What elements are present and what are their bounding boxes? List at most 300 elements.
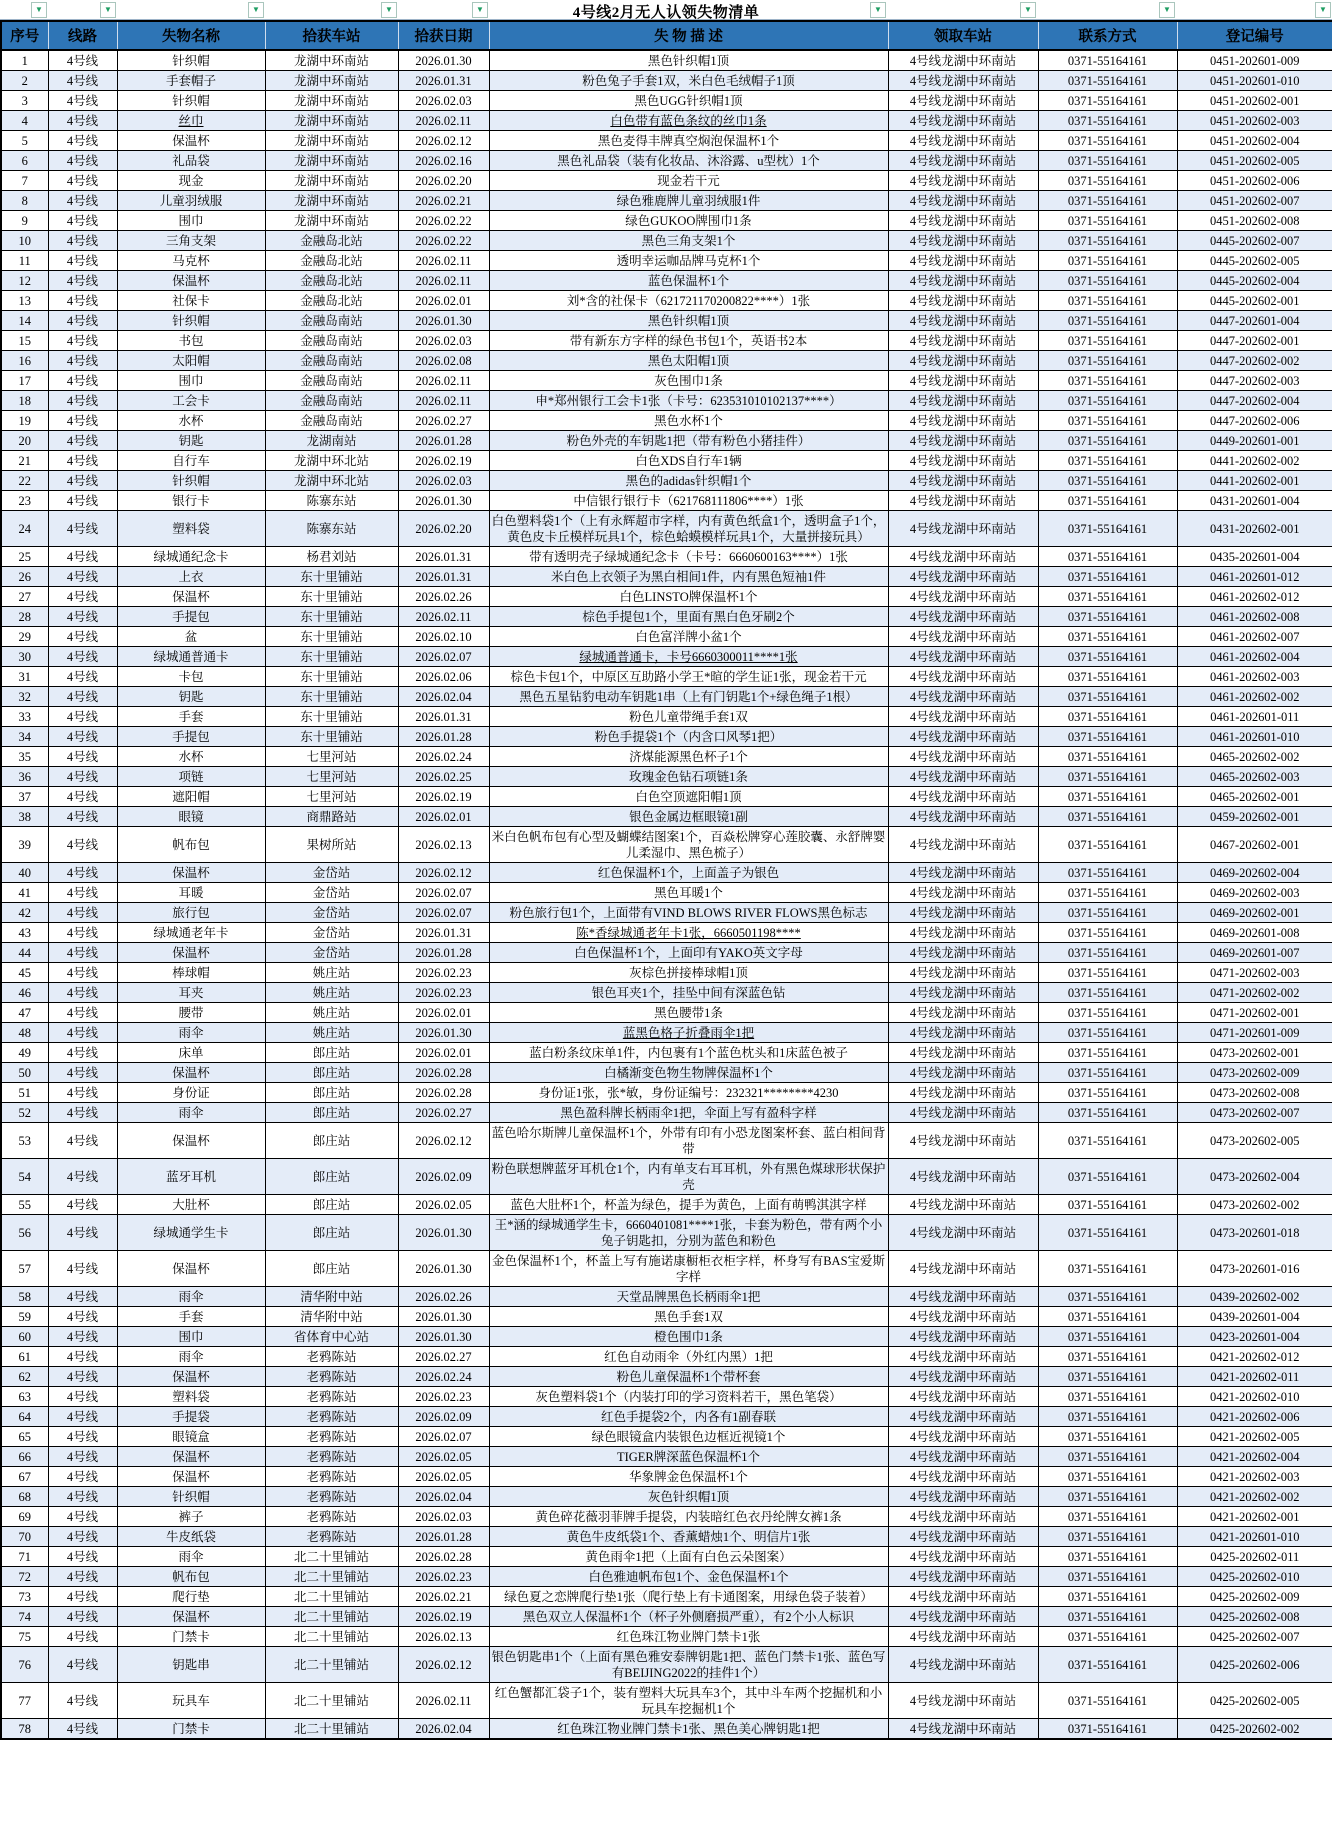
- cell-found-date[interactable]: 2026.02.04: [398, 687, 489, 707]
- cell-contact[interactable]: 0371-55164161: [1038, 687, 1177, 707]
- cell-pickup-station[interactable]: 4号线龙湖中环南站: [888, 291, 1038, 311]
- cell-item-name[interactable]: 钥匙串: [117, 1647, 265, 1683]
- cell-found-station[interactable]: 姚庄站: [265, 963, 398, 983]
- cell-description[interactable]: 天堂品牌黑色长柄雨伞1把: [489, 1287, 888, 1307]
- cell-found-station[interactable]: 郎庄站: [265, 1251, 398, 1287]
- cell-line[interactable]: 4号线: [48, 1627, 117, 1647]
- cell-found-date[interactable]: 2026.02.03: [398, 471, 489, 491]
- cell-reg-no[interactable]: 0473-202602-009: [1177, 1063, 1332, 1083]
- cell-contact[interactable]: 0371-55164161: [1038, 1251, 1177, 1287]
- cell-found-station[interactable]: 金岱站: [265, 863, 398, 883]
- cell-item-name[interactable]: 旅行包: [117, 903, 265, 923]
- cell-contact[interactable]: 0371-55164161: [1038, 311, 1177, 331]
- cell-line[interactable]: 4号线: [48, 1427, 117, 1447]
- cell-reg-no[interactable]: 0451-202602-008: [1177, 211, 1332, 231]
- cell-description[interactable]: 黑色腰带1条: [489, 1003, 888, 1023]
- cell-no[interactable]: 73: [1, 1587, 48, 1607]
- cell-found-date[interactable]: 2026.01.30: [398, 491, 489, 511]
- column-header-no[interactable]: 序号: [1, 21, 48, 50]
- cell-pickup-station[interactable]: 4号线龙湖中环南站: [888, 191, 1038, 211]
- cell-reg-no[interactable]: 0469-202602-003: [1177, 883, 1332, 903]
- cell-found-date[interactable]: 2026.02.05: [398, 1195, 489, 1215]
- cell-found-date[interactable]: 2026.02.12: [398, 1647, 489, 1683]
- cell-pickup-station[interactable]: 4号线龙湖中环南站: [888, 1467, 1038, 1487]
- cell-pickup-station[interactable]: 4号线龙湖中环南站: [888, 1527, 1038, 1547]
- cell-found-date[interactable]: 2026.02.09: [398, 1159, 489, 1195]
- cell-line[interactable]: 4号线: [48, 1215, 117, 1251]
- cell-description[interactable]: 黄色雨伞1把（上面有白色云朵图案）: [489, 1547, 888, 1567]
- cell-found-station[interactable]: 东十里铺站: [265, 627, 398, 647]
- cell-found-station[interactable]: 姚庄站: [265, 1023, 398, 1043]
- cell-pickup-station[interactable]: 4号线龙湖中环南站: [888, 587, 1038, 607]
- cell-contact[interactable]: 0371-55164161: [1038, 191, 1177, 211]
- cell-pickup-station[interactable]: 4号线龙湖中环南站: [888, 923, 1038, 943]
- cell-item-name[interactable]: 绿城通纪念卡: [117, 547, 265, 567]
- cell-found-station[interactable]: 老鸦陈站: [265, 1387, 398, 1407]
- cell-contact[interactable]: 0371-55164161: [1038, 567, 1177, 587]
- cell-pickup-station[interactable]: 4号线龙湖中环南站: [888, 1547, 1038, 1567]
- cell-no[interactable]: 52: [1, 1103, 48, 1123]
- cell-no[interactable]: 70: [1, 1527, 48, 1547]
- cell-description[interactable]: 黑色针织帽1顶: [489, 311, 888, 331]
- cell-no[interactable]: 42: [1, 903, 48, 923]
- cell-line[interactable]: 4号线: [48, 1407, 117, 1427]
- cell-description[interactable]: 白色富洋牌小盆1个: [489, 627, 888, 647]
- cell-pickup-station[interactable]: 4号线龙湖中环南站: [888, 351, 1038, 371]
- cell-line[interactable]: 4号线: [48, 1327, 117, 1347]
- filter-dropdown-icon[interactable]: ▼: [381, 2, 397, 18]
- cell-pickup-station[interactable]: 4号线龙湖中环南站: [888, 1719, 1038, 1740]
- cell-item-name[interactable]: 身份证: [117, 1083, 265, 1103]
- cell-found-station[interactable]: 姚庄站: [265, 1003, 398, 1023]
- cell-reg-no[interactable]: 0425-202602-009: [1177, 1587, 1332, 1607]
- cell-found-date[interactable]: 2026.02.20: [398, 511, 489, 547]
- cell-reg-no[interactable]: 0461-202602-004: [1177, 647, 1332, 667]
- cell-line[interactable]: 4号线: [48, 707, 117, 727]
- cell-contact[interactable]: 0371-55164161: [1038, 111, 1177, 131]
- cell-reg-no[interactable]: 0451-202602-001: [1177, 91, 1332, 111]
- cell-contact[interactable]: 0371-55164161: [1038, 1023, 1177, 1043]
- cell-found-station[interactable]: 金融岛北站: [265, 251, 398, 271]
- cell-contact[interactable]: 0371-55164161: [1038, 1195, 1177, 1215]
- cell-no[interactable]: 27: [1, 587, 48, 607]
- cell-description[interactable]: 黑色盈科牌长柄雨伞1把，伞面上写有盈科字样: [489, 1103, 888, 1123]
- filter-dropdown-icon[interactable]: ▼: [870, 2, 886, 18]
- cell-found-station[interactable]: 金岱站: [265, 943, 398, 963]
- cell-found-station[interactable]: 郎庄站: [265, 1043, 398, 1063]
- cell-pickup-station[interactable]: 4号线龙湖中环南站: [888, 1251, 1038, 1287]
- cell-found-date[interactable]: 2026.02.05: [398, 1447, 489, 1467]
- cell-pickup-station[interactable]: 4号线龙湖中环南站: [888, 1327, 1038, 1347]
- cell-reg-no[interactable]: 0445-202602-005: [1177, 251, 1332, 271]
- cell-contact[interactable]: 0371-55164161: [1038, 371, 1177, 391]
- cell-item-name[interactable]: 针织帽: [117, 471, 265, 491]
- cell-item-name[interactable]: 针织帽: [117, 91, 265, 111]
- cell-found-station[interactable]: 郎庄站: [265, 1103, 398, 1123]
- cell-item-name[interactable]: 盆: [117, 627, 265, 647]
- cell-found-date[interactable]: 2026.02.27: [398, 1347, 489, 1367]
- cell-pickup-station[interactable]: 4号线龙湖中环南站: [888, 963, 1038, 983]
- cell-found-station[interactable]: 北二十里铺站: [265, 1547, 398, 1567]
- cell-pickup-station[interactable]: 4号线龙湖中环南站: [888, 151, 1038, 171]
- cell-contact[interactable]: 0371-55164161: [1038, 1567, 1177, 1587]
- cell-item-name[interactable]: 保温杯: [117, 131, 265, 151]
- cell-line[interactable]: 4号线: [48, 767, 117, 787]
- cell-found-station[interactable]: 郎庄站: [265, 1215, 398, 1251]
- cell-pickup-station[interactable]: 4号线龙湖中环南站: [888, 1043, 1038, 1063]
- cell-contact[interactable]: 0371-55164161: [1038, 71, 1177, 91]
- cell-pickup-station[interactable]: 4号线龙湖中环南站: [888, 903, 1038, 923]
- cell-pickup-station[interactable]: 4号线龙湖中环南站: [888, 1507, 1038, 1527]
- cell-contact[interactable]: 0371-55164161: [1038, 667, 1177, 687]
- cell-description[interactable]: 银色耳夹1个，挂坠中间有深蓝色钻: [489, 983, 888, 1003]
- cell-no[interactable]: 61: [1, 1347, 48, 1367]
- cell-found-date[interactable]: 2026.02.26: [398, 587, 489, 607]
- cell-reg-no[interactable]: 0461-202601-012: [1177, 567, 1332, 587]
- cell-line[interactable]: 4号线: [48, 1103, 117, 1123]
- cell-item-name[interactable]: 保温杯: [117, 863, 265, 883]
- cell-pickup-station[interactable]: 4号线龙湖中环南站: [888, 1287, 1038, 1307]
- cell-found-station[interactable]: 龙湖中环南站: [265, 50, 398, 71]
- cell-description[interactable]: 黑色针织帽1顶: [489, 50, 888, 71]
- cell-contact[interactable]: 0371-55164161: [1038, 627, 1177, 647]
- cell-found-date[interactable]: 2026.02.04: [398, 1719, 489, 1740]
- cell-contact[interactable]: 0371-55164161: [1038, 1083, 1177, 1103]
- filter-dropdown-icon[interactable]: ▼: [1020, 2, 1036, 18]
- cell-contact[interactable]: 0371-55164161: [1038, 171, 1177, 191]
- cell-line[interactable]: 4号线: [48, 963, 117, 983]
- cell-reg-no[interactable]: 0447-202602-004: [1177, 391, 1332, 411]
- cell-no[interactable]: 40: [1, 863, 48, 883]
- cell-pickup-station[interactable]: 4号线龙湖中环南站: [888, 747, 1038, 767]
- cell-found-date[interactable]: 2026.02.11: [398, 1683, 489, 1719]
- cell-found-station[interactable]: 东十里铺站: [265, 667, 398, 687]
- cell-line[interactable]: 4号线: [48, 747, 117, 767]
- cell-item-name[interactable]: 保温杯: [117, 1447, 265, 1467]
- cell-reg-no[interactable]: 0451-202602-006: [1177, 171, 1332, 191]
- column-header-item-name[interactable]: 失物名称: [117, 21, 265, 50]
- cell-found-date[interactable]: 2026.02.16: [398, 151, 489, 171]
- cell-no[interactable]: 71: [1, 1547, 48, 1567]
- cell-line[interactable]: 4号线: [48, 727, 117, 747]
- cell-found-station[interactable]: 东十里铺站: [265, 687, 398, 707]
- cell-contact[interactable]: 0371-55164161: [1038, 747, 1177, 767]
- cell-description[interactable]: 白色带有蓝色条纹的丝巾1条: [489, 111, 888, 131]
- cell-item-name[interactable]: 帆布包: [117, 1567, 265, 1587]
- cell-found-station[interactable]: 金融岛南站: [265, 351, 398, 371]
- cell-line[interactable]: 4号线: [48, 231, 117, 251]
- filter-dropdown-icon[interactable]: ▼: [248, 2, 264, 18]
- cell-found-date[interactable]: 2026.02.07: [398, 647, 489, 667]
- cell-contact[interactable]: 0371-55164161: [1038, 431, 1177, 451]
- cell-line[interactable]: 4号线: [48, 331, 117, 351]
- cell-reg-no[interactable]: 0425-202602-010: [1177, 1567, 1332, 1587]
- cell-contact[interactable]: 0371-55164161: [1038, 547, 1177, 567]
- cell-found-date[interactable]: 2026.01.30: [398, 1327, 489, 1347]
- cell-reg-no[interactable]: 0425-202602-011: [1177, 1547, 1332, 1567]
- cell-item-name[interactable]: 银行卡: [117, 491, 265, 511]
- cell-reg-no[interactable]: 0469-202601-008: [1177, 923, 1332, 943]
- cell-description[interactable]: 灰色针织帽1顶: [489, 1487, 888, 1507]
- cell-pickup-station[interactable]: 4号线龙湖中环南站: [888, 231, 1038, 251]
- cell-found-date[interactable]: 2026.02.01: [398, 807, 489, 827]
- cell-contact[interactable]: 0371-55164161: [1038, 1327, 1177, 1347]
- cell-line[interactable]: 4号线: [48, 1719, 117, 1740]
- cell-description[interactable]: 黑色太阳帽1顶: [489, 351, 888, 371]
- cell-description[interactable]: 灰棕色拼接棒球帽1顶: [489, 963, 888, 983]
- cell-item-name[interactable]: 耳夹: [117, 983, 265, 1003]
- cell-reg-no[interactable]: 0461-202602-008: [1177, 607, 1332, 627]
- cell-no[interactable]: 33: [1, 707, 48, 727]
- cell-pickup-station[interactable]: 4号线龙湖中环南站: [888, 807, 1038, 827]
- cell-no[interactable]: 41: [1, 883, 48, 903]
- cell-found-date[interactable]: 2026.02.22: [398, 231, 489, 251]
- cell-found-station[interactable]: 东十里铺站: [265, 707, 398, 727]
- cell-description[interactable]: 黑色UGG针织帽1顶: [489, 91, 888, 111]
- cell-reg-no[interactable]: 0473-202602-008: [1177, 1083, 1332, 1103]
- cell-item-name[interactable]: 雨伞: [117, 1287, 265, 1307]
- cell-line[interactable]: 4号线: [48, 567, 117, 587]
- cell-found-date[interactable]: 2026.01.31: [398, 71, 489, 91]
- cell-pickup-station[interactable]: 4号线龙湖中环南站: [888, 1387, 1038, 1407]
- cell-description[interactable]: 透明幸运咖品牌马克杯1个: [489, 251, 888, 271]
- cell-description[interactable]: 绿色眼镜盒内装银色边框近视镜1个: [489, 1427, 888, 1447]
- cell-found-date[interactable]: 2026.02.27: [398, 411, 489, 431]
- cell-no[interactable]: 47: [1, 1003, 48, 1023]
- cell-contact[interactable]: 0371-55164161: [1038, 1487, 1177, 1507]
- cell-found-station[interactable]: 龙湖中环北站: [265, 451, 398, 471]
- cell-pickup-station[interactable]: 4号线龙湖中环南站: [888, 547, 1038, 567]
- cell-description[interactable]: 蓝色哈尔斯牌儿童保温杯1个，外带有印有小恐龙图案杯套、蓝白相间背带: [489, 1123, 888, 1159]
- cell-line[interactable]: 4号线: [48, 151, 117, 171]
- cell-description[interactable]: 粉色外壳的车钥匙1把（带有粉色小猪挂件）: [489, 431, 888, 451]
- cell-pickup-station[interactable]: 4号线龙湖中环南站: [888, 943, 1038, 963]
- cell-contact[interactable]: 0371-55164161: [1038, 511, 1177, 547]
- cell-item-name[interactable]: 书包: [117, 331, 265, 351]
- cell-found-station[interactable]: 商鼎路站: [265, 807, 398, 827]
- cell-pickup-station[interactable]: 4号线龙湖中环南站: [888, 1083, 1038, 1103]
- cell-found-date[interactable]: 2026.02.11: [398, 271, 489, 291]
- cell-pickup-station[interactable]: 4号线龙湖中环南站: [888, 627, 1038, 647]
- cell-item-name[interactable]: 爬行垫: [117, 1587, 265, 1607]
- cell-no[interactable]: 8: [1, 191, 48, 211]
- cell-no[interactable]: 28: [1, 607, 48, 627]
- cell-pickup-station[interactable]: 4号线龙湖中环南站: [888, 1627, 1038, 1647]
- cell-pickup-station[interactable]: 4号线龙湖中环南站: [888, 1023, 1038, 1043]
- cell-pickup-station[interactable]: 4号线龙湖中环南站: [888, 331, 1038, 351]
- filter-dropdown-icon[interactable]: ▼: [100, 2, 116, 18]
- cell-no[interactable]: 5: [1, 131, 48, 151]
- cell-pickup-station[interactable]: 4号线龙湖中环南站: [888, 727, 1038, 747]
- cell-no[interactable]: 78: [1, 1719, 48, 1740]
- cell-no[interactable]: 66: [1, 1447, 48, 1467]
- cell-found-date[interactable]: 2026.02.05: [398, 1467, 489, 1487]
- cell-found-date[interactable]: 2026.02.20: [398, 171, 489, 191]
- cell-reg-no[interactable]: 0461-202602-007: [1177, 627, 1332, 647]
- cell-reg-no[interactable]: 0421-202602-010: [1177, 1387, 1332, 1407]
- cell-found-station[interactable]: 东十里铺站: [265, 587, 398, 607]
- cell-no[interactable]: 75: [1, 1627, 48, 1647]
- cell-found-station[interactable]: 龙湖中环南站: [265, 211, 398, 231]
- cell-line[interactable]: 4号线: [48, 1647, 117, 1683]
- cell-line[interactable]: 4号线: [48, 1567, 117, 1587]
- cell-line[interactable]: 4号线: [48, 371, 117, 391]
- cell-contact[interactable]: 0371-55164161: [1038, 271, 1177, 291]
- cell-found-station[interactable]: 龙湖中环南站: [265, 171, 398, 191]
- cell-description[interactable]: 金色保温杯1个，杯盖上写有施诺康橱柜衣柜字样，杯身写有BAS宝爱斯字样: [489, 1251, 888, 1287]
- cell-found-station[interactable]: 东十里铺站: [265, 647, 398, 667]
- cell-found-station[interactable]: 东十里铺站: [265, 567, 398, 587]
- cell-contact[interactable]: 0371-55164161: [1038, 1103, 1177, 1123]
- cell-item-name[interactable]: 床单: [117, 1043, 265, 1063]
- cell-description[interactable]: 黑色手套1双: [489, 1307, 888, 1327]
- cell-description[interactable]: 蓝黑色格子折叠雨伞1把: [489, 1023, 888, 1043]
- cell-found-date[interactable]: 2026.02.25: [398, 767, 489, 787]
- cell-found-station[interactable]: 金融岛北站: [265, 291, 398, 311]
- cell-found-date[interactable]: 2026.02.27: [398, 1103, 489, 1123]
- cell-item-name[interactable]: 裤子: [117, 1507, 265, 1527]
- filter-dropdown-icon[interactable]: ▼: [31, 2, 47, 18]
- cell-found-date[interactable]: 2026.02.13: [398, 827, 489, 863]
- cell-found-date[interactable]: 2026.02.03: [398, 91, 489, 111]
- cell-found-station[interactable]: 北二十里铺站: [265, 1567, 398, 1587]
- cell-no[interactable]: 12: [1, 271, 48, 291]
- cell-reg-no[interactable]: 0473-202602-004: [1177, 1159, 1332, 1195]
- cell-found-date[interactable]: 2026.01.30: [398, 1215, 489, 1251]
- cell-reg-no[interactable]: 0421-202602-003: [1177, 1467, 1332, 1487]
- cell-contact[interactable]: 0371-55164161: [1038, 1527, 1177, 1547]
- cell-pickup-station[interactable]: 4号线龙湖中环南站: [888, 1567, 1038, 1587]
- cell-item-name[interactable]: 绿城通学生卡: [117, 1215, 265, 1251]
- cell-found-date[interactable]: 2026.02.19: [398, 787, 489, 807]
- cell-pickup-station[interactable]: 4号线龙湖中环南站: [888, 1647, 1038, 1683]
- cell-item-name[interactable]: 项链: [117, 767, 265, 787]
- cell-contact[interactable]: 0371-55164161: [1038, 491, 1177, 511]
- cell-no[interactable]: 67: [1, 1467, 48, 1487]
- cell-item-name[interactable]: 雨伞: [117, 1347, 265, 1367]
- cell-pickup-station[interactable]: 4号线龙湖中环南站: [888, 1347, 1038, 1367]
- cell-pickup-station[interactable]: 4号线龙湖中环南站: [888, 1367, 1038, 1387]
- cell-found-station[interactable]: 北二十里铺站: [265, 1627, 398, 1647]
- cell-contact[interactable]: 0371-55164161: [1038, 963, 1177, 983]
- cell-item-name[interactable]: 保温杯: [117, 1123, 265, 1159]
- cell-contact[interactable]: 0371-55164161: [1038, 863, 1177, 883]
- cell-no[interactable]: 50: [1, 1063, 48, 1083]
- cell-found-date[interactable]: 2026.01.30: [398, 311, 489, 331]
- cell-item-name[interactable]: 围巾: [117, 1327, 265, 1347]
- cell-no[interactable]: 72: [1, 1567, 48, 1587]
- cell-description[interactable]: 黄色碎花薇羽菲牌手提袋，内装暗红色衣丹纶牌女裤1条: [489, 1507, 888, 1527]
- cell-reg-no[interactable]: 0425-202602-002: [1177, 1719, 1332, 1740]
- cell-reg-no[interactable]: 0461-202602-003: [1177, 667, 1332, 687]
- cell-line[interactable]: 4号线: [48, 903, 117, 923]
- cell-contact[interactable]: 0371-55164161: [1038, 983, 1177, 1003]
- cell-description[interactable]: 绿色夏之恋牌爬行垫1张（爬行垫上有卡通图案，用绿色袋子装着）: [489, 1587, 888, 1607]
- cell-found-station[interactable]: 北二十里铺站: [265, 1587, 398, 1607]
- cell-contact[interactable]: 0371-55164161: [1038, 1123, 1177, 1159]
- cell-pickup-station[interactable]: 4号线龙湖中环南站: [888, 1407, 1038, 1427]
- cell-item-name[interactable]: 雨伞: [117, 1023, 265, 1043]
- cell-item-name[interactable]: 围巾: [117, 211, 265, 231]
- cell-pickup-station[interactable]: 4号线龙湖中环南站: [888, 1159, 1038, 1195]
- cell-reg-no[interactable]: 0445-202602-004: [1177, 271, 1332, 291]
- cell-item-name[interactable]: 保温杯: [117, 1063, 265, 1083]
- cell-item-name[interactable]: 三角支架: [117, 231, 265, 251]
- cell-pickup-station[interactable]: 4号线龙湖中环南站: [888, 667, 1038, 687]
- cell-pickup-station[interactable]: 4号线龙湖中环南站: [888, 1195, 1038, 1215]
- cell-description[interactable]: 粉色联想牌蓝牙耳机仓1个，内有单支右耳耳机，外有黑色煤球形状保护壳: [489, 1159, 888, 1195]
- cell-found-date[interactable]: 2026.02.23: [398, 1567, 489, 1587]
- cell-reg-no[interactable]: 0423-202601-004: [1177, 1327, 1332, 1347]
- cell-description[interactable]: 黑色三角支架1个: [489, 231, 888, 251]
- cell-line[interactable]: 4号线: [48, 1367, 117, 1387]
- cell-reg-no[interactable]: 0473-202601-018: [1177, 1215, 1332, 1251]
- cell-found-date[interactable]: 2026.02.04: [398, 1487, 489, 1507]
- cell-found-station[interactable]: 北二十里铺站: [265, 1607, 398, 1627]
- cell-no[interactable]: 1: [1, 50, 48, 71]
- cell-found-station[interactable]: 金融岛南站: [265, 371, 398, 391]
- cell-line[interactable]: 4号线: [48, 607, 117, 627]
- cell-pickup-station[interactable]: 4号线龙湖中环南站: [888, 251, 1038, 271]
- cell-reg-no[interactable]: 0447-202602-002: [1177, 351, 1332, 371]
- cell-pickup-station[interactable]: 4号线龙湖中环南站: [888, 71, 1038, 91]
- column-header-line[interactable]: 线路: [48, 21, 117, 50]
- cell-found-station[interactable]: 东十里铺站: [265, 607, 398, 627]
- cell-line[interactable]: 4号线: [48, 411, 117, 431]
- cell-item-name[interactable]: 手套: [117, 707, 265, 727]
- cell-contact[interactable]: 0371-55164161: [1038, 131, 1177, 151]
- cell-contact[interactable]: 0371-55164161: [1038, 1627, 1177, 1647]
- cell-line[interactable]: 4号线: [48, 1527, 117, 1547]
- cell-description[interactable]: 棕色卡包1个，中原区互助路小学王*暄的学生证1张，现金若干元: [489, 667, 888, 687]
- cell-description[interactable]: 粉色儿童保温杯1个带杯套: [489, 1367, 888, 1387]
- cell-pickup-station[interactable]: 4号线龙湖中环南站: [888, 883, 1038, 903]
- cell-pickup-station[interactable]: 4号线龙湖中环南站: [888, 1683, 1038, 1719]
- cell-description[interactable]: 蓝色保温杯1个: [489, 271, 888, 291]
- cell-found-date[interactable]: 2026.02.07: [398, 903, 489, 923]
- cell-reg-no[interactable]: 0445-202602-001: [1177, 291, 1332, 311]
- cell-line[interactable]: 4号线: [48, 451, 117, 471]
- cell-no[interactable]: 39: [1, 827, 48, 863]
- cell-contact[interactable]: 0371-55164161: [1038, 1387, 1177, 1407]
- cell-description[interactable]: 身份证1张，张*敏，身份证编号：232321********4230: [489, 1083, 888, 1103]
- cell-found-station[interactable]: 金融岛南站: [265, 391, 398, 411]
- cell-item-name[interactable]: 雨伞: [117, 1103, 265, 1123]
- cell-contact[interactable]: 0371-55164161: [1038, 231, 1177, 251]
- cell-pickup-station[interactable]: 4号线龙湖中环南站: [888, 1123, 1038, 1159]
- cell-pickup-station[interactable]: 4号线龙湖中环南站: [888, 983, 1038, 1003]
- cell-found-station[interactable]: 金融岛南站: [265, 411, 398, 431]
- cell-found-station[interactable]: 七里河站: [265, 767, 398, 787]
- cell-found-date[interactable]: 2026.02.01: [398, 1003, 489, 1023]
- cell-contact[interactable]: 0371-55164161: [1038, 1447, 1177, 1467]
- cell-no[interactable]: 76: [1, 1647, 48, 1683]
- cell-found-date[interactable]: 2026.02.28: [398, 1063, 489, 1083]
- cell-found-date[interactable]: 2026.02.11: [398, 391, 489, 411]
- cell-no[interactable]: 25: [1, 547, 48, 567]
- cell-line[interactable]: 4号线: [48, 491, 117, 511]
- cell-reg-no[interactable]: 0451-202602-003: [1177, 111, 1332, 131]
- cell-found-date[interactable]: 2026.01.28: [398, 1527, 489, 1547]
- cell-line[interactable]: 4号线: [48, 807, 117, 827]
- cell-description[interactable]: 白橘渐变色物生物牌保温杯1个: [489, 1063, 888, 1083]
- cell-found-station[interactable]: 东十里铺站: [265, 727, 398, 747]
- cell-reg-no[interactable]: 0445-202602-007: [1177, 231, 1332, 251]
- cell-line[interactable]: 4号线: [48, 1307, 117, 1327]
- cell-contact[interactable]: 0371-55164161: [1038, 647, 1177, 667]
- cell-no[interactable]: 60: [1, 1327, 48, 1347]
- cell-item-name[interactable]: 水杯: [117, 747, 265, 767]
